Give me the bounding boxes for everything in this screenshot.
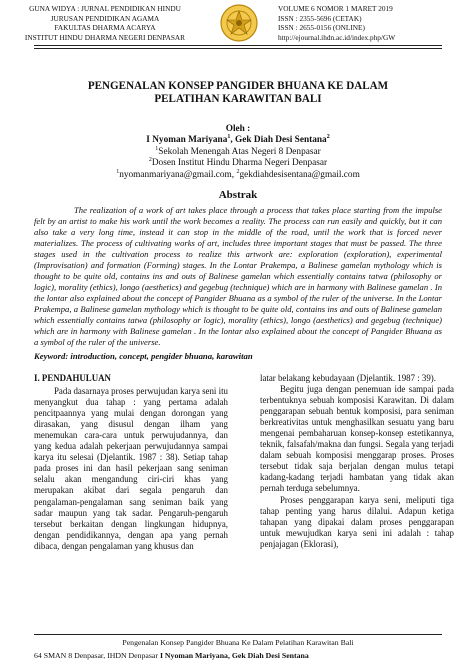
author-name: I Nyoman Mariyana	[146, 135, 228, 146]
body-paragraph: Proses penggarapan karya seni, meliputi tiga tahap penting yang harus dilalui. Adapun ketiga tahapan yang dipakai dalam proses penggarapan untuk mewujudkan karya seni ini adalah : tahap penjajagan (Eklorasi),	[260, 494, 454, 549]
footer-title: Pengenalan Konsep Pangider Bhuana Ke Dalam Pelatihan Karawitan Bali	[122, 638, 354, 647]
author-separator: ,	[230, 135, 236, 146]
paper-title	[34, 80, 442, 105]
affiliation-sup: 1	[155, 145, 159, 152]
journal-header-left	[0, 4, 210, 42]
email-link[interactable]: gekdiahdesisentana@gmail.com	[239, 169, 360, 180]
body-paragraph: latar belakang kebudayaan (Djelantik. 1987 : 39).	[260, 373, 436, 383]
page-number-affiliation: 64 SMAN 8 Denpasar, IHDN Denpasar	[34, 651, 160, 660]
volume-info: VOLUME 6 NOMOR 1 MARET 2019	[278, 4, 393, 13]
author-sup: 2	[326, 134, 330, 141]
journal-url-link[interactable]: http://ejournal.ihdn.ac.id/index.php/GW	[278, 32, 396, 42]
author-block	[34, 124, 442, 181]
body-column-left	[34, 373, 228, 552]
body-paragraph: Pada dasarnaya proses perwujudan karya seni itu menyangkut dua tahap : yang pertama adalah pencitpaannya yang mulai dengan dorongan yang dirasakan, yang disusul dengan ilham yang menemukan cara-cara untuk perwujudannya, dan yang kedua adalah pekerjaan perwujudannya sampai karya itu selesai (Djelantik. 1987 : 38). Setiap tahap pada proses ini dan hasil pekerjaan sang seniman selalu akan mengandung ciri-ciri khas yang merupakan akibat dari segala pengaruh dan pengalaman-pengalaman sang seniman baik yang sadar maupun yang tak sadar. Pengaruh-pengaruh tersebut berkaitan dengan lingkungan hidupnya, dengan pendidikannya, dengan apa yang pernah dibaca, dengan pengalaman yang khusus dan	[34, 386, 228, 551]
header-divider-second	[34, 48, 442, 49]
body-paragraph: Begitu juga dengan penemuan ide sampai pada terbentuknya sebuah komposisi Karawitan. Di dalam penggarapan sebuah bentuk komposisi, para seniman berkreativitas untuk menghasilkan sesuatu yang baru mengenai pembaharuan konsep-konsep estetikannya, teknik, falsafah/makna dan fungsi. Segala yang terjadi dalam sebuah komposisi menggarap proses. Proses tersebut tidak saja berjalan dengan mulus tetapi kadang-kadang terjadi hambatan yang tidak akan pernah terduga sebelumnya.	[260, 384, 454, 494]
header-left-line: INSTITUT HINDU DHARMA NEGERI DENPASAR	[24, 32, 186, 42]
affiliation-text: Dosen Institut Hindu Dharma Negeri Denpasar	[151, 158, 328, 169]
title-line: PENGENALAN KONSEP PANGIDER BHUANA KE DALAM	[87, 80, 389, 92]
email-sup: 1	[116, 168, 120, 175]
section-heading: I. PENDAHULUAN	[34, 373, 111, 383]
keywords: Keyword: introduction, concept, pengider bhuana, karawitan	[34, 351, 253, 361]
footer-page-line	[34, 651, 442, 661]
body-column-right	[260, 373, 454, 550]
author-emails	[34, 170, 442, 181]
header-left-line: GUNA WIDYA : JURNAL PENDIDIKAN HINDU	[29, 4, 181, 13]
affiliation-sup: 2	[148, 157, 152, 164]
abstract-heading: Abstrak	[218, 189, 258, 201]
footer-authors: I Nyoman Mariyana, Gek Diah Desi Sentana	[159, 651, 309, 660]
footer-divider	[34, 634, 442, 635]
institution-emblem-icon	[219, 3, 259, 43]
email-link[interactable]: nyomanmariyana@gmail.com,	[119, 169, 237, 180]
oleh-label: Oleh :	[225, 124, 251, 134]
header-divider	[34, 45, 442, 46]
affiliation-1	[34, 147, 442, 158]
header-left-line: JURUSAN PENDIDIKAN AGAMA	[50, 13, 160, 23]
title-line: PELATIHAN KARAWITAN BALI	[154, 92, 322, 105]
issn-print: ISSN : 2355-5696 (CETAK)	[278, 13, 362, 23]
journal-header-right	[278, 4, 474, 42]
issn-online: ISSN : 2655-0156 (ONLINE)	[278, 23, 365, 33]
affiliation-text: Sekolah Menengah Atas Negeri 8 Denpasar	[158, 146, 321, 157]
abstract-text: The realization of a work of art takes place through a process that takes place starting from the impulse felt by an artist to make his work until the work becomes a reality. The process can run easily and quickly, but it can also take a very long time, instead it can stop in the middle of the road, until the work that is forced never materializes. The process of cultivating works of art, includes three important stages that must be passed. The three stages used in the cultivation process to realize this artwork are: exploration (exploration), experimental (Improvisation) and formation (Forming) stages. In the Lontar Prakempa, a Balinese gamelan mythology which is thought to be quite old, contains ins and outs of Balinese gamelan which essentially contains tatwa (philosophy or logic), morality (ethics), longo (aesthetics) and gegebug (technique) which are in harmony with Balinese gamelan . In the lontar also explained about the concept of Pangider Bhuana as a symbol of the ruler of the universe. In the Lontar Prakempa, a Balinese gamelan mythology which is thought to be quite old, contains ins and outs of Balinese gamelan which essentially contains tatwa (philosophy or logic), morality (ethics), longo (aesthetics) and gegebug (technique) which are in harmony with Balinese gamelan . In the lontar also explained about the concept of Pangider Bhuana as a symbol of the ruler of the universe.	[34, 205, 442, 347]
author-names	[34, 135, 442, 146]
email-sup: 2	[236, 168, 240, 175]
author-sup: 1	[227, 134, 231, 141]
header-left-line: FAKULTAS DHARMA ACARYA	[54, 23, 156, 33]
author-name: Gek Diah Desi Sentana	[235, 135, 327, 146]
